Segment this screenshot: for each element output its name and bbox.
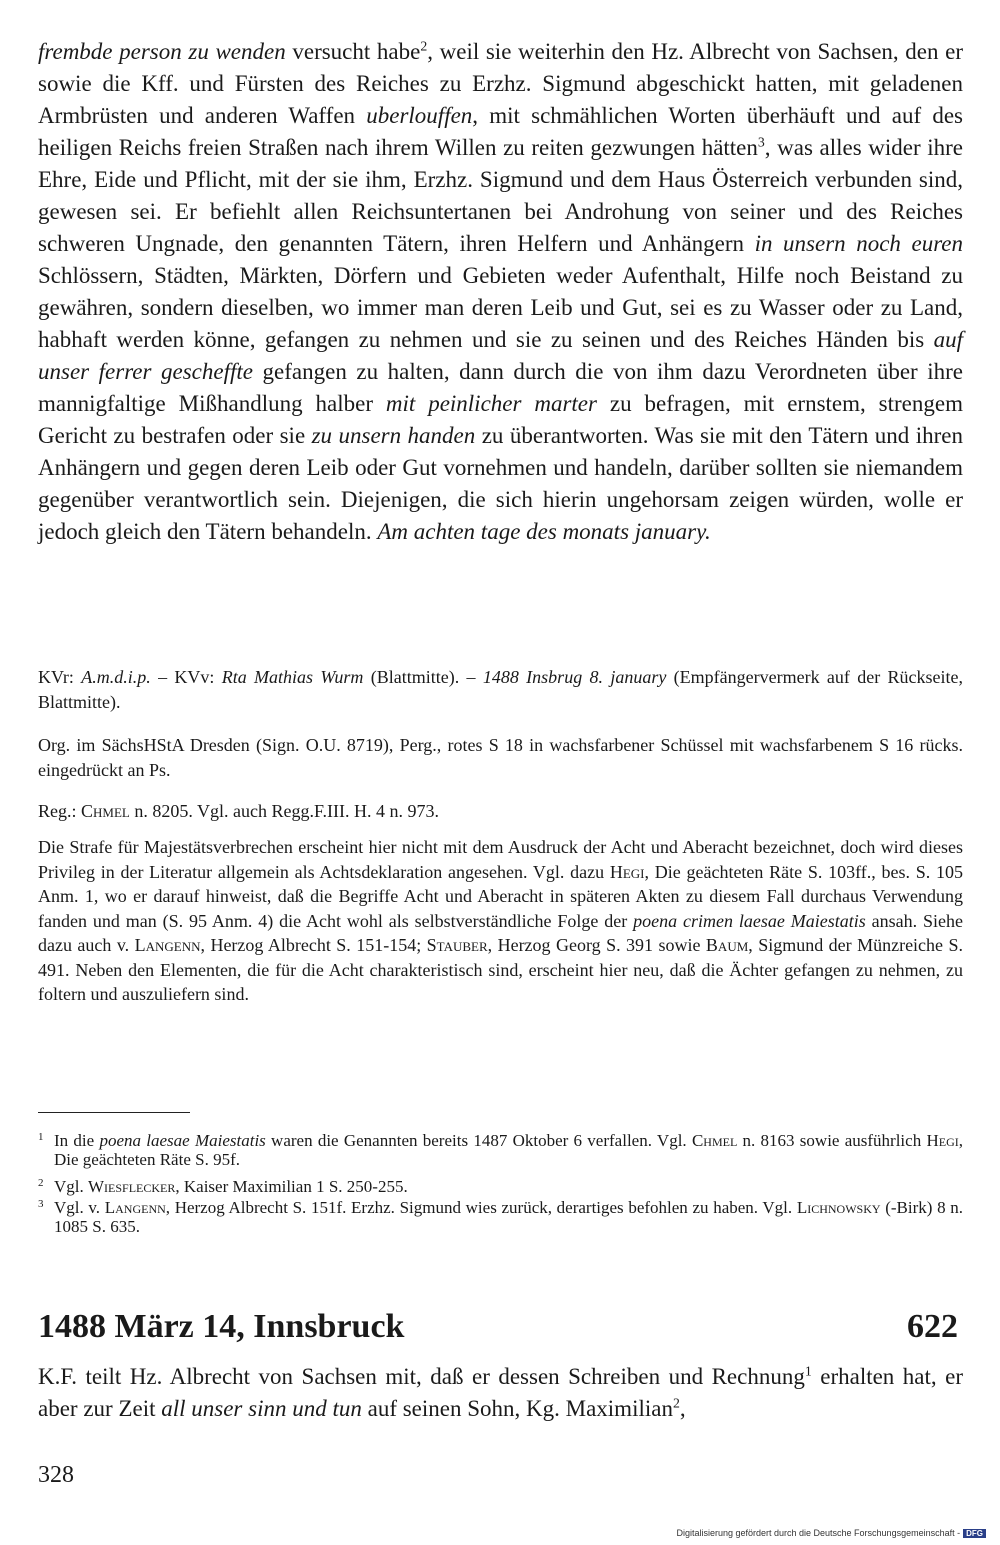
page-number: 328 (38, 1462, 74, 1488)
digitization-credit: Digitalisierung gefördert durch die Deutsche Forschungsgemeinschaft - DFG (676, 1528, 986, 1538)
kanzleivermerk-note: KVr: A.m.d.i.p. – KVv: Rta Mathias Wurm (Blattmitte). – 1488 Insbrug 8. january (Empfängervermerk auf der Rückseite, Blattmitte). (38, 667, 964, 712)
footnote-ref: 1 (804, 1363, 812, 1379)
entry-date-place: 1488 März 14, Innsbruck (38, 1308, 405, 1345)
footnote-divider (38, 1112, 190, 1113)
entry-heading (38, 1304, 958, 1350)
footnote-ref: 2 (672, 1395, 680, 1411)
commentary-note: Die Strafe für Majestätsverbrechen erscheint hier nicht mit dem Ausdruck der Acht und Aberacht bezeichnet, doch wird dieses Privileg in der Literatur allgemein als Achtsdeklaration angesehen. Vgl. dazu Hegi, Die geächteten Räte S. 103ff., bes. S. 105 Anm. 1, wo er darauf hinweist, daß die Begriffe Acht und Aberacht in späteren Akten zu diesem Fall durchaus Verwendung fanden und man (S. 95 Anm. 4) die Acht wohl als selbstverständliche Folge der poena crimen laesae Maiestatis ansah. Siehe dazu auch v. Langenn, Herzog Albrecht S. 151-154; Stauber, Herzog Georg S. 391 sowie Baum, Sigmund der Münzreiche S. 491. Neben den Elementen, die für die Acht charakteristisch sind, erscheint hier neu, daß die Ächter gefangen zu nehmen, zu foltern und auszuliefern sind. (38, 837, 963, 1004)
footnote-2: 2 Vgl. Wiesflecker, Kaiser Maximilian 1 S. 250-255. (38, 1177, 408, 1196)
entry-regest: K.F. teilt Hz. Albrecht von Sachsen mit, daß er dessen Schreiben und Rechnung$^1$ erhalten hat, er aber zur Zeit all unser sinn und tun auf seinen Sohn, Kg. Maximilian$^2$, (38, 1363, 963, 1421)
footnote-ref: 2 (420, 38, 428, 54)
footnote-3: 3 Vgl. v. Langenn, Herzog Albrecht S. 151f. Erzhz. Sigmund wies zurück, derartiges befohlen zu haben. Vgl. Lichnowsky (-Birk) 8 n. 1085 S. 635. (38, 1198, 963, 1236)
main-text (38, 36, 963, 548)
dfg-logo: DFG (963, 1529, 986, 1538)
regest-note: Reg.: Chmel n. 8205. Vgl. auch Regg.F.III. H. 4 n. 973. (38, 801, 440, 821)
entry-number: 622 (907, 1308, 958, 1345)
footnote-ref: 3 (757, 134, 765, 150)
main-paragraph: frembde person zu wenden versucht habe$^2$, weil sie weiterhin den Hz. Albrecht von Sachsen, den er sowie die Kff. und Fürsten des Reiches zu Erzhz. Sigmund abgeschickt hatten, mit geladenen Armbrüsten und anderen Waffen uberlouffen, mit schmählichen Worten überhäuft und auf des heiligen Reichs freien Straßen nach ihrem Willen zu reiten gezwungen hätten$^3$, was alles wider ihre Ehre, Eide und Pflicht, mit der sie ihm, Erzhz. Sigmund und dem Haus Österreich verbunden sind, gewesen sei. Er befiehlt allen Reichsuntertanen bei Androhung von seiner und des Reiches schweren Ungnade, den genannten Tätern, ihren Helfern und Anhängern in unsern noch euren Schlössern, Städten, Märkten, Dörfern und Gebieten weder Aufenthalt, Hilfe noch Beistand zu gewähren, sondern dieselben, wo immer man deren Leib und Gut, sei es zu Wasser oder zu Land, habhaft werden könne, gefangen zu nehmen und sie zu seinen und des Reiches Händen bis auf unser ferrer gescheffte gefangen zu halten, dann durch die von ihm dazu Verordneten über ihre mannigfaltige Mißhandlung halber mit peinlicher marter zu befragen, mit ernstem, strengem Gericht zu bestrafen oder sie zu unsern handen zu überantworten. Was sie mit den Tätern und ihren Anhängern und gegen deren Leib oder Gut vornehmen und handeln, darüber sollten sie niemandem gegenüber verantwortlich sein. Diejenigen, die sich hierin ungehorsam zeigen würden, wolle er jedoch gleich den Tätern behandeln. Am achten tage des monats january. (38, 38, 964, 544)
footnote-1: 1 In die poena laesae Maiestatis waren die Genannten bereits 1487 Oktober 6 verfallen. Vgl. Chmel n. 8163 sowie ausführlich Hegi, Die geächteten Räte S. 95f. (38, 1131, 963, 1169)
original-note: Org. im SächsHStA Dresden (Sign. O.U. 8719), Perg., rotes S 18 in wachsfarbener Schüssel mit wachsfarbenem S 16 rücks. eingedrückt an Ps. (38, 735, 963, 780)
